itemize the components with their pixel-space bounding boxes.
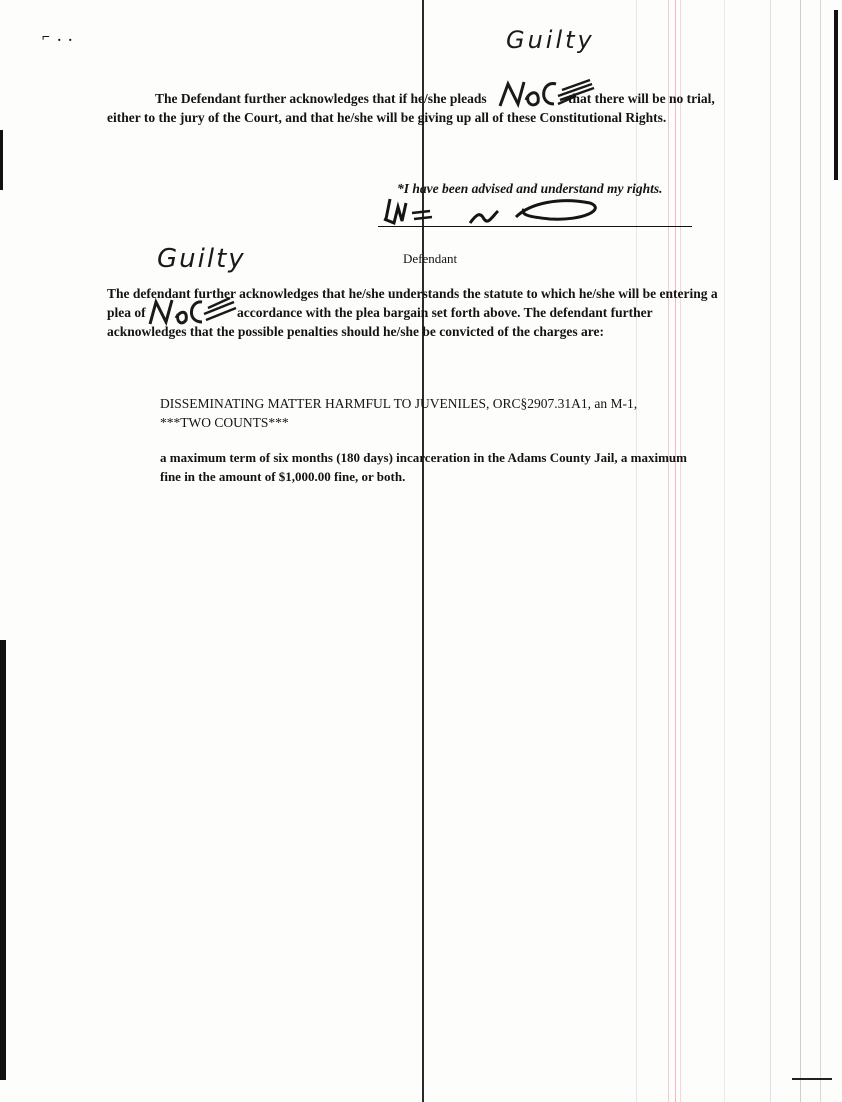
penalty-line2: fine in the amount of $1,000.00 fine, or both.	[160, 469, 406, 484]
corner-mark: ⌐ . .	[42, 30, 74, 45]
charge-line1: DISSEMINATING MATTER HARMFUL TO JUVENILES, ORC§2907.31A1, an M-1,	[160, 396, 638, 411]
scan-edge-bottom	[792, 1078, 832, 1080]
paragraph1-line2: either to the jury of the Court, and that he/she will be giving up all of these Constitutional Rights.	[107, 110, 667, 125]
signature-line	[378, 226, 692, 227]
paragraph2-line1: The defendant further acknowledges that he/she understands the statute to which he/she will be entering a	[107, 286, 718, 301]
paragraph2-line2-part1: plea of	[107, 305, 146, 320]
paragraph1-line1-part2: that there will be no trial,	[568, 91, 715, 106]
scan-edge-right	[834, 10, 838, 180]
defendant-signature	[380, 193, 610, 229]
scan-artifact-line	[770, 0, 771, 1102]
scan-artifact-line	[820, 0, 821, 1102]
paragraph2-line3: acknowledges that the possible penalties should he/she be convicted of the charges are:	[107, 324, 605, 339]
paragraph1-line1-part1: The Defendant further acknowledges that if he/she pleads	[155, 91, 487, 106]
scan-artifact-line	[668, 0, 669, 1102]
charge-line2: ***TWO COUNTS***	[160, 415, 289, 430]
scan-artifact-line	[724, 0, 725, 1102]
scan-artifact-line	[800, 0, 801, 1102]
handwritten-guilty-top: Guilty	[506, 26, 595, 54]
scan-edge-left	[0, 130, 3, 190]
scan-artifact-line	[636, 0, 637, 1102]
handwritten-guilty-left: Guilty	[157, 244, 246, 274]
paragraph2-line2-part2: accordance with the plea bargain set forth above. The defendant further	[237, 305, 653, 320]
signature-label: Defendant	[403, 251, 458, 266]
rights-acknowledgement: *I have been advised and understand my rights.	[397, 181, 663, 196]
scan-artifact-line	[680, 0, 681, 1102]
scan-artifact-line	[422, 0, 424, 1102]
scan-edge-left	[0, 640, 6, 1080]
scan-artifact-line	[675, 0, 676, 1102]
penalty-line1: a maximum term of six months (180 days) incarceration in the Adams County Jail, a maximum	[160, 450, 687, 465]
